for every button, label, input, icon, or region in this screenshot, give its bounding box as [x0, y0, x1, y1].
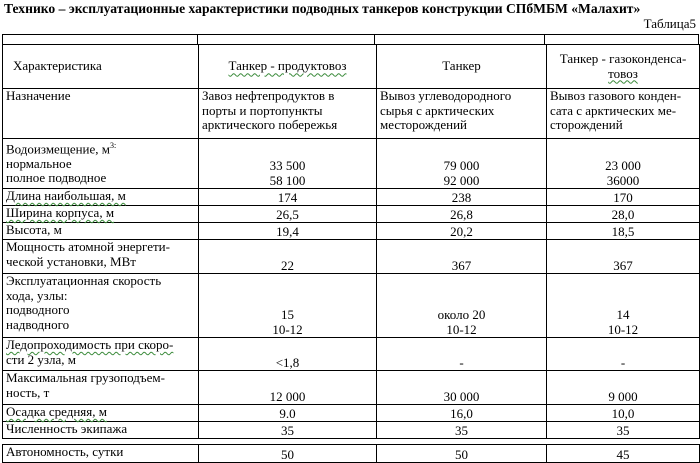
table-cell: 170 [547, 189, 700, 206]
row-label: Ледопроходимость при скоро- сти 2 узла, м [3, 338, 199, 371]
table-row [3, 422, 700, 439]
row-label: Численность экипажа [3, 422, 199, 439]
table-cell: 12 000 [199, 371, 377, 405]
table-row [3, 223, 700, 240]
table-cell: Вывоз газового конден- сата с арктических ме- сторождений [547, 89, 700, 139]
table-cell: Вывоз углеводородного сырья с арктических месторождений [377, 89, 547, 139]
table-cell: 50 [377, 445, 547, 463]
row-label: Эксплуатационная скорость хода, узлы: подводного надводного [3, 274, 199, 338]
row-label: Водоизмещение, $м^{3:}$ нормальное полное подводное [3, 139, 199, 189]
table-cell: 18,5 [547, 223, 700, 240]
table-top-spacer [2, 34, 699, 44]
header-gas-condensate-tanker: Танкер - газоконденса- товоз [547, 45, 700, 89]
table-cell: 35 [199, 422, 377, 439]
table-cell: 79 000 92 000 [377, 139, 547, 189]
table-row [3, 240, 700, 274]
table-cell: 367 [377, 240, 547, 274]
table-cell: Завоз нефтепродуктов в порты и портопункты арктического побережья [199, 89, 377, 139]
table-cell: 19,4 [199, 223, 377, 240]
table-cell: 26,8 [377, 206, 547, 223]
table-row [3, 405, 700, 422]
table-cell: 23 000 36000 [547, 139, 700, 189]
row-label: Ширина корпуса, м [3, 206, 199, 223]
table-cell: - [377, 338, 547, 371]
row-label: Мощность атомной энергети- ческой установки, МВт [3, 240, 199, 274]
table-row [3, 338, 700, 371]
table-cell: 35 [377, 422, 547, 439]
table-container [2, 34, 699, 463]
table-row [3, 445, 700, 463]
table-cell: - [547, 338, 700, 371]
row-label: Автономность, сутки [3, 445, 199, 463]
document-title: Технико – эксплуатационные характеристики подводных танкеров конструкции СПбМБМ «Малахит» [4, 1, 641, 16]
table-cell: около 20 10-12 [377, 274, 547, 338]
table-row [3, 189, 700, 206]
row-label: Высота, м [3, 223, 199, 240]
characteristics-table [2, 44, 700, 439]
table-cell: 50 [199, 445, 377, 463]
row-label: Максимальная грузоподъем- ность, т [3, 371, 199, 405]
table-cell: 10,0 [547, 405, 700, 422]
table-cell: 16,0 [377, 405, 547, 422]
row-label: Длина наибольшая, м [3, 189, 199, 206]
table-cell: 20,2 [377, 223, 547, 240]
header-characteristic: Характеристика [3, 45, 199, 89]
table-cell: 174 [199, 189, 377, 206]
table-row [3, 89, 700, 139]
header-row [3, 45, 700, 89]
table-cell: 30 000 [377, 371, 547, 405]
table-cell: 238 [377, 189, 547, 206]
row-label: Осадка средняя, м [3, 405, 199, 422]
table-cell: <1,8 [199, 338, 377, 371]
table-cell: 14 10-12 [547, 274, 700, 338]
table-cell: 9 000 [547, 371, 700, 405]
autonomy-table [2, 444, 700, 463]
header-tanker: Танкер [377, 45, 547, 89]
table-row [3, 274, 700, 338]
table-number: Таблица5 [643, 16, 696, 31]
table-cell: 35 [547, 422, 700, 439]
header-product-tanker: Танкер - продуктовоз [199, 45, 377, 89]
row-label: Назначение [3, 89, 199, 139]
table-row [3, 139, 700, 189]
table-row [3, 206, 700, 223]
table-cell: 45 [547, 445, 700, 463]
table-cell: 367 [547, 240, 700, 274]
table-cell: 26,5 [199, 206, 377, 223]
table-cell: 28,0 [547, 206, 700, 223]
table-cell: 33 500 58 100 [199, 139, 377, 189]
table-cell: 9.0 [199, 405, 377, 422]
table-cell: 22 [199, 240, 377, 274]
table-row [3, 371, 700, 405]
table-cell: 15 10-12 [199, 274, 377, 338]
